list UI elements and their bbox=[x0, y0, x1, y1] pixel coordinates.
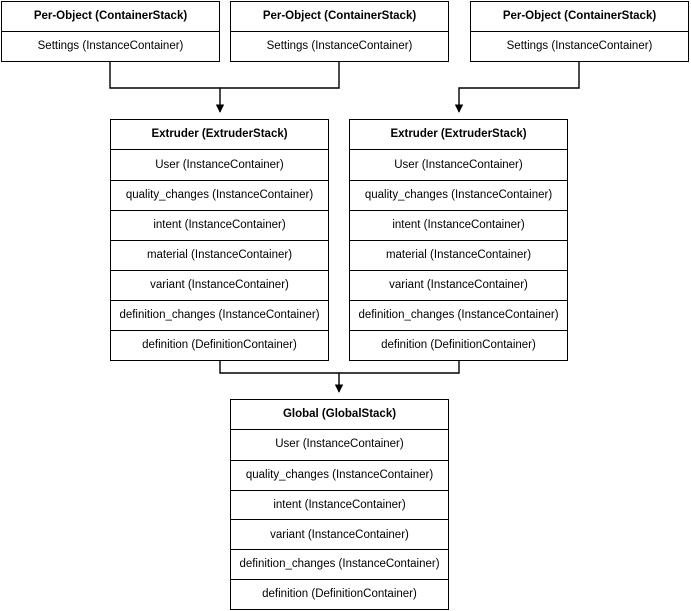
node-item: material (InstanceContainer) bbox=[350, 240, 567, 270]
edge-per-object-3-to-extruder-2 bbox=[459, 62, 579, 112]
node-item: quality_changes (InstanceContainer) bbox=[350, 180, 567, 210]
node-item: definition (DefinitionContainer) bbox=[350, 330, 567, 360]
node-extruder-2[interactable] bbox=[349, 119, 568, 361]
node-extruder-1[interactable] bbox=[110, 119, 329, 361]
node-item: User (InstanceContainer) bbox=[394, 158, 523, 171]
node-item: definition (DefinitionContainer) bbox=[111, 330, 328, 360]
node-item: Settings (InstanceContainer) bbox=[266, 39, 413, 52]
node-item: intent (InstanceContainer) bbox=[350, 210, 567, 240]
node-item: variant (InstanceContainer) bbox=[111, 270, 328, 300]
node-item: variant (InstanceContainer) bbox=[350, 270, 567, 300]
node-header: Extruder (ExtruderStack) bbox=[350, 120, 567, 150]
node-global[interactable] bbox=[230, 399, 449, 610]
edge-per-object-2-to-extruder-1 bbox=[220, 62, 339, 88]
node-header: Per-Object (ContainerStack) bbox=[471, 2, 688, 32]
node-item: definition_changes (InstanceContainer) bbox=[231, 549, 448, 579]
node-per-object-2[interactable] bbox=[230, 1, 449, 62]
edge-per-object-1-to-extruder-1 bbox=[110, 62, 220, 112]
node-item: definition_changes (InstanceContainer) bbox=[350, 300, 567, 330]
node-header: Per-Object (ContainerStack) bbox=[2, 2, 219, 32]
node-per-object-1[interactable] bbox=[1, 1, 220, 62]
edge-extruder-2-to-global bbox=[339, 361, 459, 373]
node-item: variant (InstanceContainer) bbox=[231, 519, 448, 549]
node-item: Settings (InstanceContainer) bbox=[37, 39, 184, 52]
node-item: User (InstanceContainer) bbox=[155, 158, 284, 171]
node-item: definition (DefinitionContainer) bbox=[231, 579, 448, 609]
node-item: intent (InstanceContainer) bbox=[231, 490, 448, 520]
node-header: Global (GlobalStack) bbox=[231, 400, 448, 430]
node-item: User (InstanceContainer) bbox=[275, 438, 404, 451]
node-per-object-3[interactable] bbox=[470, 1, 689, 62]
edge-extruder-1-to-global bbox=[220, 361, 339, 392]
node-item: definition_changes (InstanceContainer) bbox=[111, 300, 328, 330]
node-item: material (InstanceContainer) bbox=[111, 240, 328, 270]
node-item: quality_changes (InstanceContainer) bbox=[111, 180, 328, 210]
node-header: Extruder (ExtruderStack) bbox=[111, 120, 328, 150]
node-item: Settings (InstanceContainer) bbox=[506, 39, 653, 52]
node-item: quality_changes (InstanceContainer) bbox=[231, 460, 448, 490]
node-item: intent (InstanceContainer) bbox=[111, 210, 328, 240]
node-header: Per-Object (ContainerStack) bbox=[231, 2, 448, 32]
